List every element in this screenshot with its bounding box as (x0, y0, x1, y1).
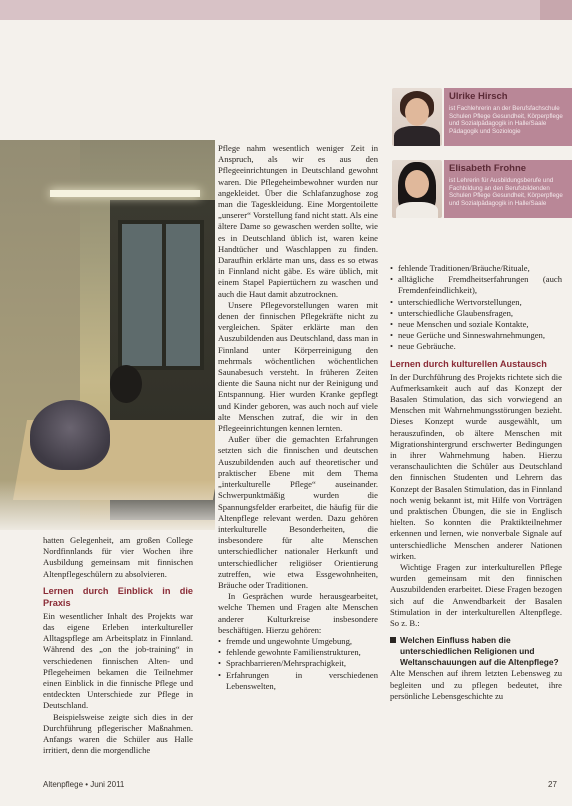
author-bio-line: ist Lehrerin für Ausbildungsberufe und (449, 177, 554, 184)
portrait-ulrike-hirsch (392, 88, 442, 146)
text-column-2 (218, 143, 378, 692)
author-bio-line: Schulen Pflege Gesundheit, Körperpflege (449, 112, 563, 120)
author-box-ulrike-hirsch (444, 88, 572, 146)
paragraph: In der Durchführung des Projekts richtete sich die Aufmerksamkeit auch auf das Konzept der Basalen Stimulation, das sich vorwiegend an Menschen mit Wahrnehmungsstörungen bezieht. Dieses Konzept wurde ausgewählt, um herauszufinden, ob ältere Menschen mit Migrationshintergrund erschwerter Bedingungen in ihrer Wahrnehmung haben. Hierzu veranschaulichten die Schüler aus Deutschland den finnischen Studenten und Lehrern das Konzept der Basalen Stimulation, das in Finnland noch wenig bekannt ist, mit Hilfe von Vorträgen und praktischen Übungen, die sie in Englisch hielten. So konnten die Praktikteilnehmer erkennen und lernen, wie nonverbale Signale auf unterschiedliche Menschen anderer Nationen wirken. (390, 371, 562, 561)
list-item: • alltägliche Fremdheitserfahrungen (auch Fremdenfeindlichkeit), (390, 274, 562, 296)
top-color-band (0, 0, 572, 20)
list-item: • Erfahrungen in verschiedenen Lebenswelten, (218, 670, 378, 692)
paragraph: Wichtige Fragen zur interkulturellen Pflege wurden gemeinsam mit den finnischen Auszubildenden erarbeitet. Diese Fragen bezogen sich auf die Anwendbarkeit der Basalen Stimulation in der interkulturellen Altenpflege. So z. B.: (390, 562, 562, 629)
list-item: • fehlende Traditionen/Bräuche/Rituale, (390, 263, 562, 274)
topic-list (218, 636, 378, 692)
author-bio-line: Schulen Pflege Gesundheit, Körperpflege (449, 192, 563, 200)
paragraph: Alte Menschen auf ihrem letzten Lebensweg zu begleiten und zu pflegen bedeutet, ihre persönliche Lebensgeschichte zu (390, 668, 562, 701)
paragraph: Beispielsweise zeigte sich dies in der Durchführung pflegerischer Maßnahmen. Anfangs waren die Schüler aus Halle irritiert, denn die morgendliche (43, 711, 193, 756)
list-item: • Sprachbarrieren/Mehrsprachigkeit, (218, 658, 378, 669)
page-number: 27 (548, 780, 557, 789)
author-bio-line: ist Fachlehrerin an der Berufsfachschule (449, 105, 560, 112)
question-text: Welchen Einfluss haben die unterschiedlichen Religionen und Weltanschauungen auf die Altenpflege? (400, 635, 559, 668)
author-name: Elisabeth Frohne (449, 163, 527, 174)
text-column-1 (43, 535, 193, 756)
portrait-face (405, 98, 429, 126)
photo-person-head (110, 365, 142, 403)
list-item: • fremde und ungewohnte Umgebung, (218, 636, 378, 647)
list-item: • unterschiedliche Glaubensfragen, (390, 308, 562, 319)
footer-publication: Altenpflege • Juni 2011 (43, 780, 125, 789)
photo-person (30, 400, 110, 470)
list-item: • unterschiedliche Wertvorstellungen, (390, 297, 562, 308)
author-box-elisabeth-frohne (444, 160, 572, 218)
author-bio-line: Pädagogik und Soziologie (449, 127, 521, 135)
paragraph: Außer über die gemachten Erfahrungen setzten sich die finnischen und deutschen Auszubildenden auch auf theoretischer und praktischer Ebene mit dem Thema „interkulturelle Pflege“ auseinander. Schwerpunktmäßig wurden die Spannungsfelder erarbeitet, die häufig für die Altenpflege relevant werden. Dazu gehören interkulturelle Besonderheiten, die insbesondere für alte Menschen unterschiedlicher nationaler Herkunft und unterschiedlicher religiöser Orientierung zutreffen, wie etwa Essgewohnheiten, Bräuche oder Traditionen. (218, 434, 378, 590)
question-block (390, 635, 562, 668)
section-heading-praxis: Lernen durch Einblick in die Praxis (43, 585, 193, 608)
portrait-body (394, 126, 440, 146)
text-column-3 (390, 263, 562, 702)
paragraph: Ein wesentlicher Inhalt des Projekts war das eigene Erleben interkultureller Alltagspflege am Arbeitsplatz in Finnland. Während des „on the job-training“ in verschiedenen finnischen Alten- und Pflegeheimen bekamen die Teilnehmer einen Einblick in die finnische Pflege und entdeckten Unterschiede zur Pflege in Deutschland. (43, 610, 193, 711)
list-item: • fehlende gewohnte Familienstrukturen, (218, 647, 378, 658)
photo-fade (0, 480, 215, 530)
author-name: Ulrike Hirsch (449, 91, 508, 102)
top-color-band-end (540, 0, 572, 20)
author-bio-line: und Sozialpädagogik in Halle/Saale (449, 120, 547, 128)
portrait-body (396, 202, 438, 218)
list-item: • neue Gerüche und Sinneswahrnehmungen, (390, 330, 562, 341)
photo-ceiling-lamp (50, 190, 200, 197)
paragraph: Unsere Pflegevorstellungen waren mit denen der finnischen Pflegekräfte nicht zu vergleichen. Später erklärte man den Auszubildenden aus Deutschland, dass man in Finnland unter Körperreinigung den mehrmals wöchentlichen wöchentlichen Saunabesuch versteht. In früheren Zeiten diente die Sauna nicht nur der Reinigung und Entspannung. Hier wurden Kranke gepflegt und Kinder geboren, was auch noch auf viele alte Menschen zutraf, die wir in den Pflegeeinrichtungen kennen lernten. (218, 299, 378, 434)
list-item: • neue Gebräuche. (390, 341, 562, 352)
portrait-elisabeth-frohne (392, 160, 442, 218)
square-bullet-icon (390, 637, 396, 643)
photo-window (118, 220, 204, 370)
topic-list-continued (390, 263, 562, 353)
section-heading-austausch: Lernen durch kulturellen Austausch (390, 358, 547, 369)
portrait-face (405, 170, 429, 198)
list-item: • neue Menschen und soziale Kontakte, (390, 319, 562, 330)
author-bio-line: und Sozialpädagogik in Halle/Saale (449, 199, 547, 207)
author-bio-line: Fachbildung an den Berufsbildenden (449, 184, 550, 192)
paragraph: Pflege nahm wesentlich weniger Zeit in Anspruch, als wir es aus den Pflegeeinrichtungen in Deutschland gewohnt waren. Die Pflegeheimbewohner wurden nur angekleidet. Über die Schlafanzughose zog man die Tageskleidung. Eine Morgentoilette „unserer“ Vorstellung fand nicht statt. Als eine ältere Dame so gewaschen werden sollte, wie es in Deutschland üblich ist, waren keine Handtücher und Waschlappen zu finden. Daraufhin erklärte man uns, dass es so etwas in Finnland nicht gäbe. Es wäre üblich, mit einem Stapel Papiertüchern zu waschen und auch die Haut damit abzutrocknen. (218, 143, 378, 299)
paragraph: hatten Gelegenheit, am großen College Nordfinnlands für vier Wochen ihre Ausbildung gemeinsam mit finnischen Altenpflegeschülern zu absolvieren. (43, 535, 193, 579)
paragraph: In Gesprächen wurde herausgearbeitet, welche Themen und Fragen alte Menschen anderer Kulturkreise insbesondere beschäftigen. Hierzu gehören: (218, 591, 378, 635)
classroom-photo (0, 140, 215, 530)
